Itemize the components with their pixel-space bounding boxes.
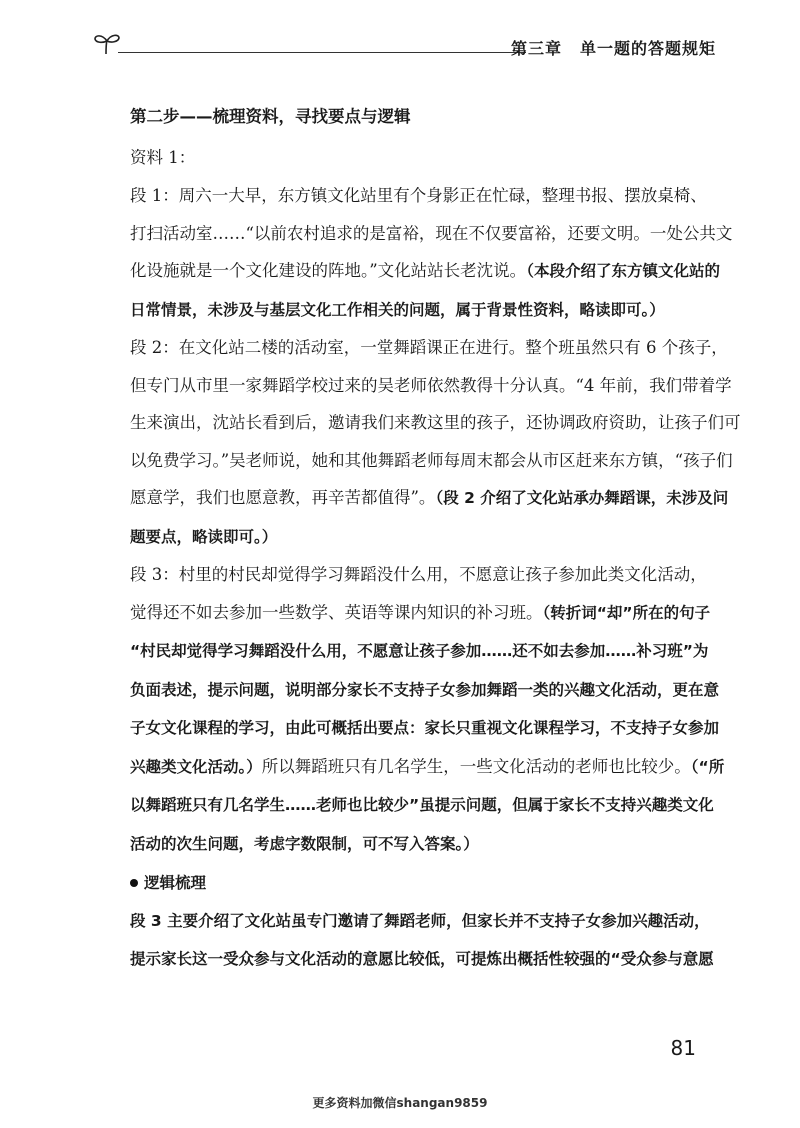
paragraph3-text: 觉得还不如去参加一些数学、英语等课内知识的补习班。 (130, 602, 543, 622)
paragraph2-line: 段 2：在文化站二楼的活动室，一堂舞蹈课正在进行。整个班虽然只有 6 个孩子， (130, 338, 728, 357)
bullet-icon (130, 879, 138, 887)
paragraph1-note: 日常情景，未涉及与基层文化工作相关的问题，属于背景性资料，略读即可。） (130, 300, 665, 319)
paragraph3-note: 负面表述，提示问题，说明部分家长不支持子女参加舞蹈一类的兴趣文化活动，更在意 (130, 680, 720, 699)
logic-line: 段 3 主要介绍了文化站虽专门邀请了舞蹈老师，但家长并不支持子女参加兴趣活动， (130, 912, 710, 930)
paragraph3-note: （转折词“却”所在的句子 (542, 603, 711, 622)
paragraph3-line (130, 671, 720, 710)
page-number: 81 (670, 1036, 696, 1060)
paragraph1-line: 段 1：周六一大早，东方镇文化站里有个身影正在忙碌，整理书报、摆放桌椅、 (130, 186, 707, 205)
paragraph2-line: 生来演出，沈站长看到后，邀请我们来教这里的孩子，还协调政府资助，让孩子们可 (130, 413, 741, 432)
header-rule (118, 52, 526, 53)
logic-heading (130, 863, 698, 903)
paragraph2-line (130, 518, 698, 557)
paragraph1-text: 化设施就是一个文化建设的阵地。”文化站站长老沈说。 (130, 261, 527, 280)
logic-label: 逻辑梳理 (144, 874, 207, 892)
chapter-title: 单一题的答题规矩 (579, 39, 716, 58)
paragraph3-note: 兴趣类文化活动。） (130, 757, 262, 776)
paragraph1-line (130, 291, 698, 330)
paragraph2-line (130, 479, 729, 518)
paragraph3-line (130, 632, 709, 671)
paragraph3-note: 活动的次生问题，考虑字数限制，可不写入答案。） (130, 834, 479, 853)
paragraph3-line (130, 709, 720, 748)
paragraph3-note: 子女文化课程的学习，由此可概括出要点：家长只重视文化课程学习，不支持子女参加 (130, 719, 720, 737)
paragraph3-line (130, 594, 711, 633)
body-text (130, 95, 741, 978)
paragraph3-text: 所以舞蹈班只有几名学生，一些文化活动的老师也比较少。 (261, 756, 691, 776)
paragraph3-line: 段 3：村里的村民却觉得学习舞蹈没什么用，不愿意让孩子参加此类文化活动， (130, 565, 707, 584)
page-header (92, 30, 722, 60)
paragraph2-note: 题要点，略读即可。） (130, 527, 278, 546)
paragraph1-line: 打扫活动室……“以前农村追求的是富裕，现在不仅要富裕，还要文明。一处公共文 (130, 223, 733, 243)
material-label: 资料 1： (130, 148, 196, 167)
paragraph3-line (130, 825, 698, 864)
footer-watermark: 更多资料加微信shangan9859 (312, 1096, 488, 1110)
paragraph3-line (130, 748, 725, 787)
chapter-label: 第三章 (510, 39, 562, 58)
paragraph2-note: （段 2 介绍了文化站承办舞蹈课，未涉及问 (435, 489, 729, 507)
paragraph3-note: “村民却觉得学习舞蹈没什么用，不愿意让孩子参加……还不如去参加……补习班”为 (130, 642, 709, 660)
header-title (511, 36, 716, 59)
paragraph3-note: 以舞蹈班只有几名学生……老师也比较少”虽提示问题，但属于家长不支持兴趣类文化 (130, 796, 714, 814)
logic-line: 提示家长这一受众参与文化活动的意愿比较低，可提炼出概括性较强的“受众参与意愿 (130, 949, 714, 968)
paragraph3-line (130, 786, 714, 825)
step-heading: 第二步——梳理资料，寻找要点与逻辑 (130, 107, 411, 126)
paragraph1-note: （本段介绍了东方镇文化站的 (526, 262, 720, 280)
paragraph2-line: 以免费学习。”吴老师说，她和其他舞蹈老师每周末都会从市区赶来东方镇，“孩子们 (130, 450, 733, 470)
paragraph2-text: 愿意学，我们也愿意教，再辛苦都值得”。 (130, 488, 436, 507)
paragraph3-note: （“所 (690, 757, 725, 776)
paragraph1-line (130, 252, 720, 291)
paragraph2-line: 但专门从市里一家舞蹈学校过来的吴老师依然教得十分认真。“4 年前，我们带着学 (130, 375, 732, 395)
